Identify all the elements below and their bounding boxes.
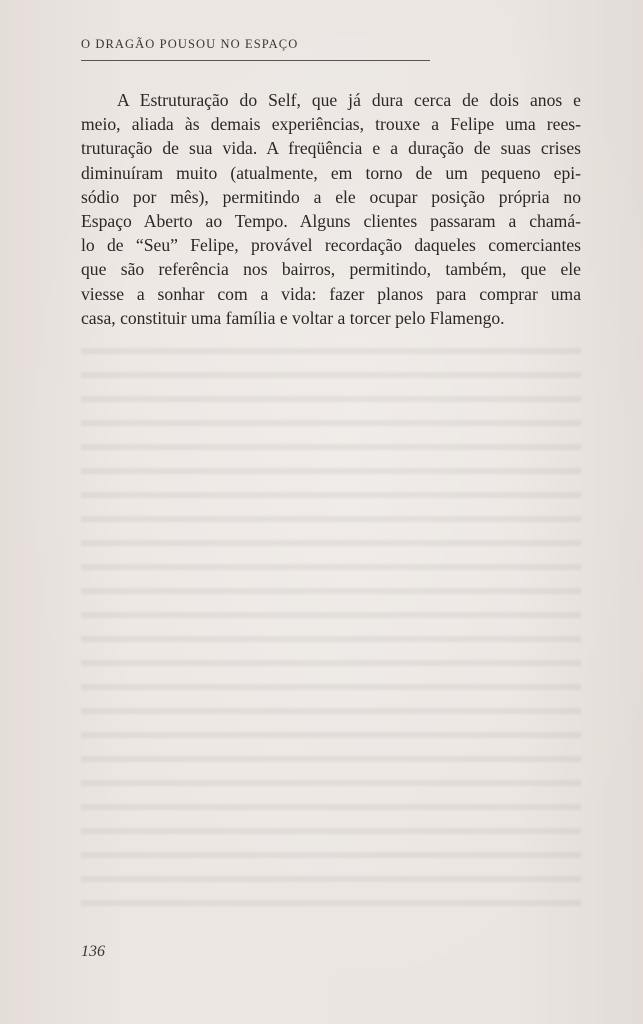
body-paragraph [81,88,581,330]
text-line: sódio por mês), permitindo a ele ocupar posição própria no [81,186,581,207]
text-line: meio, aliada às demais experiências, trouxe a Felipe uma rees- [81,114,581,135]
page-number: 136 [81,943,105,960]
text-line: que são referência nos bairros, permitindo, também, que ele [81,259,581,280]
show-through-texture [81,340,581,920]
text-line: diminuíram muito (atualmente, em torno de um pequeno epi- [81,162,581,183]
header-rule [81,60,430,61]
text-line: lo de “Seu” Felipe, provável recordação daqueles comerciantes [81,235,581,256]
text-line: viesse a sonhar com a vida: fazer planos para comprar uma [81,283,581,304]
text-line: Espaço Aberto ao Tempo. Alguns clientes passaram a chamá- [81,210,581,231]
running-header: O DRAGÃO POUSOU NO ESPAÇO [81,37,299,51]
text-line: truturação de sua vida. A freqüência e a duração de suas crises [81,138,581,159]
text-line: casa, constituir uma família e voltar a torcer pelo Flamengo. [81,307,505,328]
text-line: A Estruturação do Self, que já dura cerca de dois anos e [117,90,581,110]
